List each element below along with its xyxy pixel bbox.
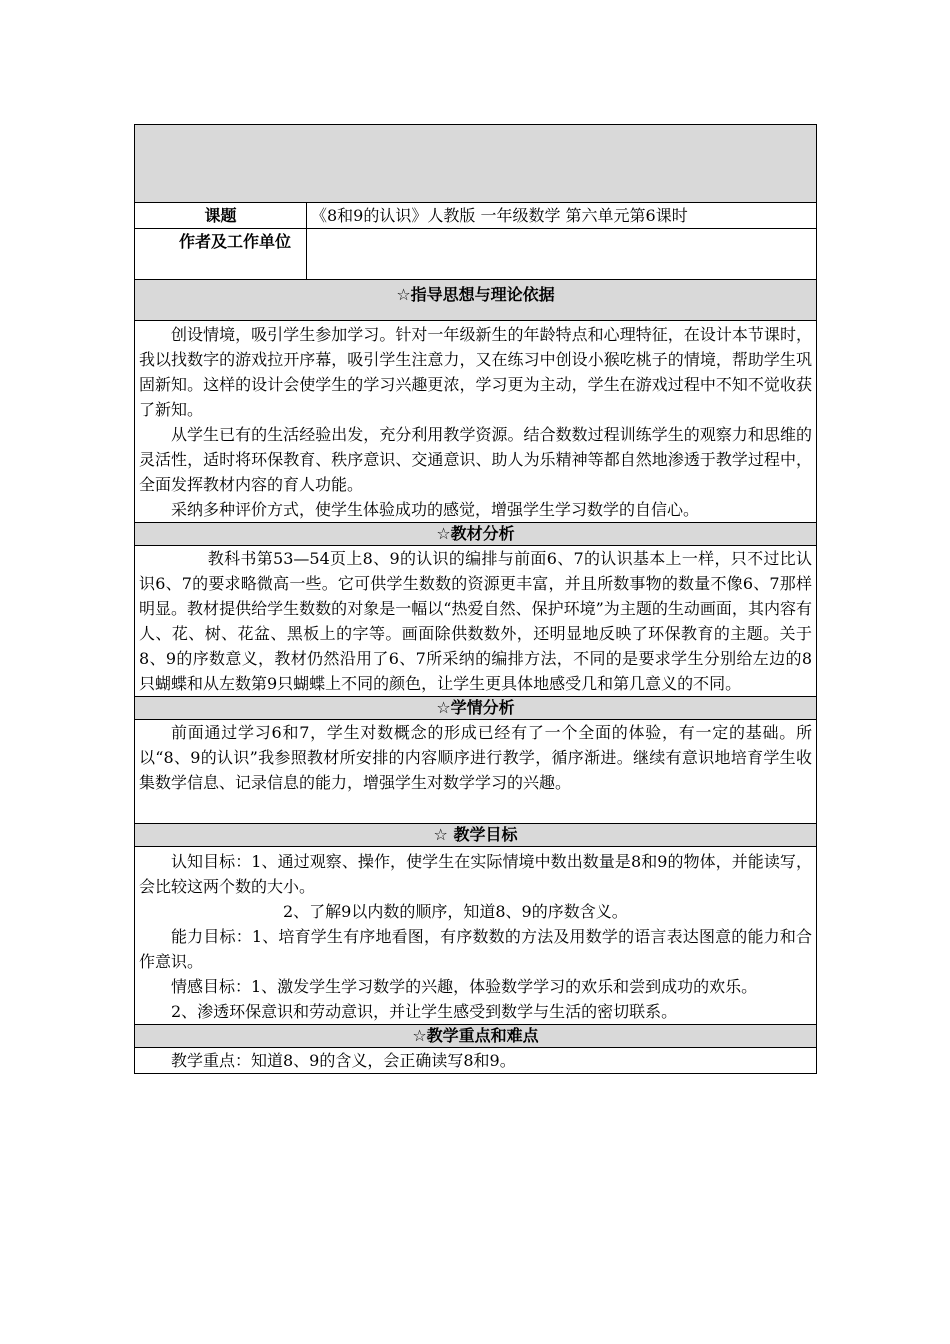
paragraph: 能力目标：1、培育学生有序地看图，有序数数的方法及用数学的语言表达图意的能力和合作意识。 xyxy=(139,927,812,971)
lesson-plan-document xyxy=(134,124,816,1074)
author-row xyxy=(135,229,817,280)
section-body-keypoints xyxy=(135,1048,817,1074)
students-body-row xyxy=(135,720,817,824)
section-body-goals xyxy=(135,847,817,1025)
paragraph: 教学重点：知道8、9的含义，会正确读写8和9。 xyxy=(171,1051,516,1070)
header-row xyxy=(135,125,817,203)
topic-row xyxy=(135,203,817,229)
section-title-guiding: ☆指导思想与理论依据 xyxy=(135,280,817,321)
paragraph: 2、渗透环保意识和劳动意识，并让学生感受到数学与生活的密切联系。 xyxy=(171,1002,678,1021)
goals-title-row xyxy=(135,824,817,847)
section-body-students xyxy=(135,720,817,824)
author-label: 作者及工作单位 xyxy=(135,229,307,280)
paragraph: 采纳多种评价方式，使学生体验成功的感觉，增强学生学习数学的自信心。 xyxy=(171,500,700,519)
section-title-goals: ☆ 教学目标 xyxy=(135,824,817,847)
paragraph: 情感目标：1、激发学生学习数学的兴趣，体验数学学习的欢乐和尝到成功的欢乐。 xyxy=(171,977,758,996)
paragraph: 从学生已有的生活经验出发，充分利用教学资源。结合数数过程训练学生的观察力和思维的灵活性，适时将环保教育、秩序意识、交通意识、助人为乐精神等都自然地渗透于教学过程中，全面发挥教材内容的育人功能。 xyxy=(139,425,812,494)
keypoints-title-row xyxy=(135,1025,817,1048)
paragraph: 认知目标：1、通过观察、操作，使学生在实际情境中数出数量是8和9的物体，并能读写，会比较这两个数的大小。 xyxy=(139,852,812,896)
topic-label: 课题 xyxy=(135,203,307,229)
students-title-row xyxy=(135,697,817,720)
guiding-body-row xyxy=(135,321,817,523)
paragraph: 教科书第53—54页上8、9的认识的编排与前面6、7的认识基本上一样，只不过比认识6、7的要求略微高一些。它可供学生数数的资源更丰富，并且所数事物的数量不像6、7那样明显。教材提供给学生数数的对象是一幅以“热爱自然、保护环境”为主题的生动画面，其内容有人、花、树、花盆、黑板上的字等。画面除供数数外，还明显地反映了环保教育的主题。关于8、9的序数意义，教材仍然沿用了6、7所采纳的编排方法，不同的是要求学生分别给左边的8只蝴蝶和从左数第9只蝴蝶上不同的颜色，让学生更具体地感受几和第几意义的不同。 xyxy=(139,549,812,693)
spacer xyxy=(139,795,812,823)
keypoints-body-row xyxy=(135,1048,817,1074)
section-title-keypoints: ☆教学重点和难点 xyxy=(135,1025,817,1048)
section-body-guiding xyxy=(135,321,817,523)
section-title-material: ☆教材分析 xyxy=(135,523,817,546)
paragraph: 2、了解9以内数的顺序，知道8、9的序数含义。 xyxy=(283,902,628,921)
paragraph: 前面通过学习6和7，学生对数概念的形成已经有了一个全面的体验，有一定的基础。所以“8、9的认识”我参照教材所安排的内容顺序进行教学，循序渐进。继续有意识地培育学生收集数学信息、记录信息的能力，增强学生对数学学习的兴趣。 xyxy=(139,723,812,792)
section-title-students: ☆学情分析 xyxy=(135,697,817,720)
header-blank-cell xyxy=(135,125,817,203)
material-title-row xyxy=(135,523,817,546)
goals-body-row xyxy=(135,847,817,1025)
guiding-title-row xyxy=(135,280,817,321)
material-body-row xyxy=(135,546,817,697)
lesson-plan-table xyxy=(134,124,817,1074)
topic-value: 《8和9的认识》人教版 一年级数学 第六单元第6课时 xyxy=(307,203,817,229)
section-body-material xyxy=(135,546,817,697)
author-value xyxy=(307,229,817,280)
paragraph: 创设情境，吸引学生参加学习。针对一年级新生的年龄特点和心理特征，在设计本节课时，我以找数字的游戏拉开序幕，吸引学生注意力，又在练习中创设小猴吃桃子的情境，帮助学生巩固新知。这样的设计会使学生的学习兴趣更浓，学习更为主动，学生在游戏过程中不知不觉收获了新知。 xyxy=(139,325,812,419)
